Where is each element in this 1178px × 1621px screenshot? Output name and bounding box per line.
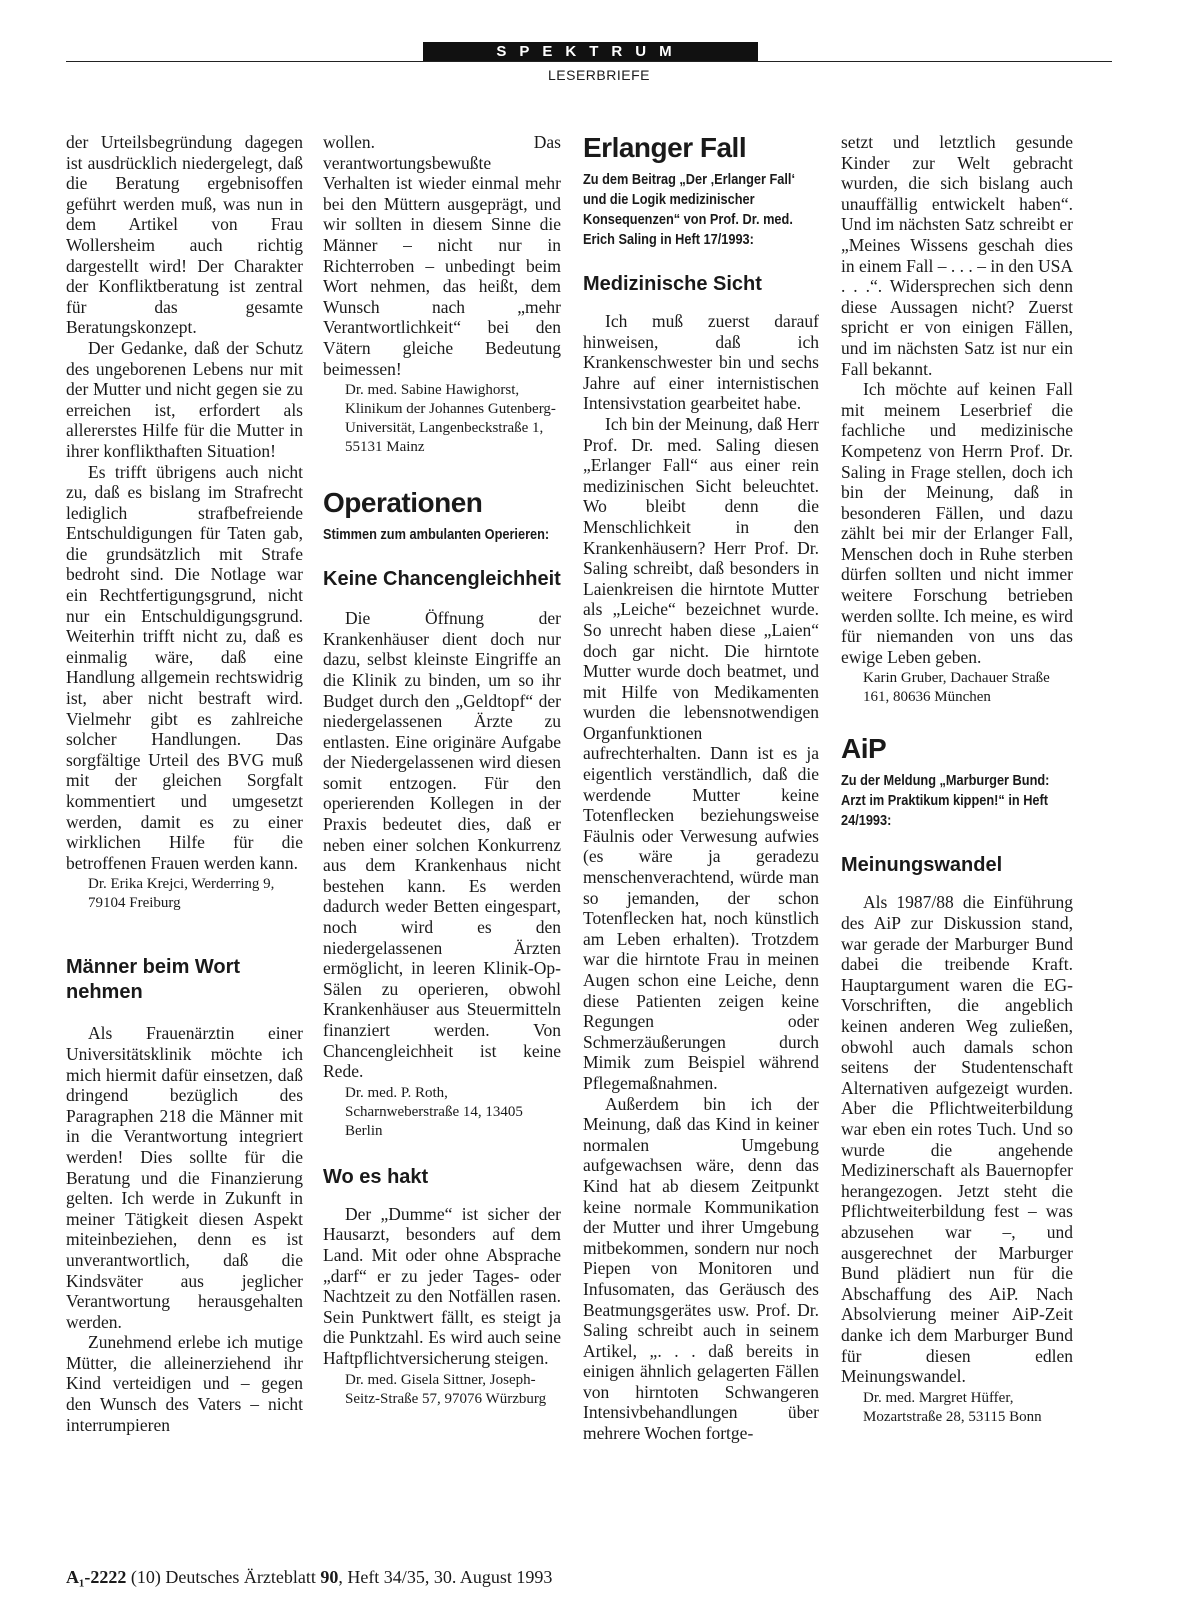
article-title: Erlanger Fall	[583, 132, 747, 163]
letter-signature: Dr. med. Gisela Sittner, Joseph-Seitz-Straße 57, 97076 Würzburg	[345, 1371, 547, 1407]
letter-heading: Keine Chancengleichheit	[323, 568, 561, 591]
page-number: A₁-2222	[66, 1567, 127, 1587]
article-title: AiP	[841, 733, 887, 765]
paragraph: Ich möchte auf keinen Fall mit meinem Leserbrief die fachliche und medizinische Kompetenz von Herrn Prof. Dr. Saling in Frage stellen, doch ich bin der Meinung, daß in besonderen Fällen, und dazu zählt bei mir der Erlanger Fall, Menschen doch in Ruhe sterben dürfen sollten und nicht immer weitere Forschung betrieben werden sollte. Ich meine, es wird für niemanden von uns das ewige Leben geben.	[841, 379, 1073, 667]
article-intro: Stimmen zum ambulanten Operieren:	[323, 527, 550, 544]
header-rule	[66, 61, 1112, 62]
paragraph: Außerdem bin ich der Meinung, daß das Kind in keiner normalen Umgebung aufgewachsen wäre, denn das Kind hat ab diesem Zeitpunkt keine normale Kommunikation der Mutter und ihrer Umgebung mitbekommen, sondern nur noch Piepen von Monitoren und Infusomaten, das Geräusch des Beatmungsgerätes usw. Prof. Dr. Saling schreibt auch in seinem Artikel, „. . . daß bereits in einigen ähnlich gelagerten Fällen von hirntoten Schwangeren Intensivbehandlungen über mehrere Wochen fortge-	[583, 1093, 819, 1444]
column-4	[841, 132, 1073, 1427]
article-intro: Zu der Meldung „Marburger Bund: Arzt im Praktikum kippen!“ in Heft 24/1993:	[841, 773, 1050, 830]
column-3	[583, 132, 819, 1444]
letter-heading: Wo es hakt	[323, 1165, 429, 1188]
section-bar: SPEKTRUM	[423, 42, 758, 61]
section-label: LESERBRIEFE	[548, 67, 650, 83]
journal-citation: (10) Deutsches Ärzteblatt	[126, 1567, 321, 1587]
paragraph: Die Öffnung der Krankenhäuser dient doch nur dazu, selbst kleinste Eingriffe an die Klinik zu binden, um so ihr Budget durch den „Geldtopf“ der niedergelassenen Ärzte zu entlasten. Eine originäre Aufgabe der Niedergelassenen wird diesen somit entzogen. Für den operierenden Kollegen in der Praxis bedeutet dies, daß er neben einer solchen Konkurrenz aus dem Krankenhaus nicht bestehen kann. Es werden dadurch weder Betten eingespart, noch wird es den niedergelassenen Ärzten ermöglicht, in leeren Klinik-Op-Sälen zu operieren, obwohl Krankenhäuser aus Steuermitteln finanziert werden. Von Chancengleichheit ist keine Rede.	[323, 608, 561, 1082]
paragraph: Zunehmend erlebe ich mutige Mütter, die alleinerziehend ihr Kind verteidigen und – gegen den Wunsch des Vaters – nicht interrumpieren	[66, 1332, 303, 1435]
article-intro: Zu dem Beitrag „Der ‚Erlanger Fall‘ und die Logik medizinischer Konsequenzen“ von Prof. Dr. med. Erich Saling in Heft 17/1993:	[583, 172, 796, 248]
letter-heading: Männer beim Wort nehmen	[66, 956, 241, 1004]
letter-signature: Dr. med. Margret Hüffer, Mozartstraße 28, 53115 Bonn	[863, 1389, 1042, 1425]
column-2	[323, 132, 561, 1409]
paragraph: Als 1987/88 die Einführung des AiP zur Diskussion stand, war gerade der Marburger Bund dabei die treibende Kraft. Hauptargument waren die EG-Vorschriften, die angeblich keinen anderen Weg zuließen, obwohl auch damals schon seitens der Studentenschaft Alternativen aufgezeigt wurden. Aber die Pflichtweiterbildung war eben ein rotes Tuch. Und so wurde die angehende Medizinerschaft als Bauernopfer herangezogen. Jetzt steht die Pflichtweiterbildung fest – was abzusehen war –, und ausgerechnet der Marburger Bund plädiert nun für die Abschaffung des AiP. Nach Absolvierung meiner AiP-Zeit danke ich dem Marburger Bund für diesen edlen Meinungswandel.	[841, 892, 1073, 1387]
paragraph: Der Gedanke, daß der Schutz des ungeborenen Lebens nur mit der Mutter und nicht gegen sie zu erreichen ist, erfordert als allererstes Hilfe für die Mutter in ihrer konflikthaften Situation!	[66, 337, 303, 461]
column-1	[66, 132, 303, 1435]
paragraph: Ich bin der Meinung, daß Herr Prof. Dr. med. Saling diesen „Erlanger Fall“ aus einer rein medizinischen Sicht beleuchtet. Wo bleibt denn die Menschlichkeit in den Krankenhäusern? Herr Prof. Dr. Saling schreibt, daß besonders in Laienkreisen die hirntote Mutter als „Leiche“ bezeichnet wurde. So unrecht haben diese „Laien“ doch gar nicht. Die hirntote Mutter wurde doch beatmet, und mit Hilfe von Medikamenten wurden die lebensnotwendigen Organfunktionen aufrechterhalten. Dann ist es ja eigentlich verständlich, daß die werdende Mutter keine Totenflecken beziehungsweise Fäulnis oder Verwesung aufwies (es wäre ja geradezu menschenverachtend, würde man so jemanden, der schon Totenflecken hat, noch künstlich am Leben erhalten). Trotzdem war die hirntote Frau in meinen Augen schon eine Leiche, denn diese Patienten zeigen keine Regungen oder Schmerzäußerungen durch Mimik zum Beispiel während Pflegemaßnahmen.	[583, 413, 819, 1093]
journal-volume: 90	[320, 1567, 339, 1587]
paragraph: Als Frauenärztin einer Universitätsklinik möchte ich mich hiermit dafür einsetzen, daß dringend bezüglich des Paragraphen 218 die Männer mit in die Verantwortung integriert werden! Dies sollte für die Beratung und die Finanzierung gelten. Ich werde in Zukunft in meiner Tätigkeit diesen Aspekt miteinbeziehen, denn es ist unverantwortlich, daß die Kindsväter aus jeglicher Verantwortung herausgehalten werden.	[66, 1023, 303, 1332]
letter-heading: Meinungswandel	[841, 854, 1003, 877]
paragraph: setzt und letztlich gesunde Kinder zur Welt gebracht wurden, die sich bislang auch unauffällig entwickelt haben“. Und im nächsten Satz schreibt er „Meines Wissens geschah dies in einem Fall – . . . – in den USA . . .“. Widersprechen sich denn diese Aussagen nicht? Zuerst spricht er von einigen Fällen, und im nächsten Satz ist nur ein Fall bekannt.	[841, 132, 1073, 379]
letter-signature: Dr. med. P. Roth, Scharnweberstraße 14, 13405 Berlin	[345, 1084, 523, 1139]
letter-signature: Dr. med. Sabine Hawighorst, Klinikum der Johannes Gutenberg-Universität, Langenbeckstraße 1, 55131 Mainz	[345, 382, 556, 456]
page-footer	[66, 1567, 552, 1588]
paragraph: der Urteilsbegründung dagegen ist ausdrücklich niedergelegt, daß die Beratung ergebnisoffen geführt werden muß, was nun in dem Artikel von Frau Wollersheim auch richtig dargestellt wird! Der Charakter der Konfliktberatung ist zentral für das gesamte Beratungskonzept.	[66, 132, 303, 338]
letter-signature: Dr. Erika Krejci, Werderring 9, 79104 Freiburg	[88, 876, 275, 912]
letter-heading: Medizinische Sicht	[583, 273, 762, 295]
article-title: Operationen	[323, 487, 483, 519]
paragraph: wollen. Das verantwortungsbewußte Verhalten ist wieder einmal mehr bei den Müttern ausgeprägt, und wir sollten in diesem Sinne die Männer – nicht nur in Richterroben – unbedingt beim Wort nehmen, das heißt, dem Wunsch nach „mehr Verantwortlichkeit“ bei den Vätern gleiche Bedeutung beimessen!	[323, 132, 561, 379]
paragraph: Der „Dumme“ ist sicher der Hausarzt, besonders auf dem Land. Mit oder ohne Absprache „darf“ er zu jeder Tages- oder Nachtzeit zu den Notfällen rasen. Sein Punktwert fällt, es steigt ja die Punktzahl. Es wird auch seine Haftpflichtversicherung steigen.	[323, 1203, 561, 1368]
issue-date: , Heft 34/35, 30. August 1993	[338, 1567, 553, 1587]
letter-signature: Karin Gruber, Dachauer Straße 161, 80636 München	[863, 670, 1050, 706]
paragraph: Es trifft übrigens auch nicht zu, daß es bislang im Strafrecht lediglich strafbefreiende Entschuldigungen für Taten gab, die grundsätzlich mit Strafe bedroht sind. Die Notlage war ein Rechtfertigungsgrund, nicht nur ein Entschuldigungsgrund. Weiterhin trifft nicht zu, daß es einmalig wäre, daß eine Handlung allgemein rechtswidrig ist, aber nicht bestraft wird. Vielmehr gibt es zahlreiche solcher Handlungen. Das sorgfältige Urteil des BVG muß mit der gleichen Sorgfalt kommentiert und umgesetzt werden, damit es zu einer wirklichen Hilfe für die betroffenen Frauen werden kann.	[66, 461, 303, 873]
paragraph: Ich muß zuerst darauf hinweisen, daß ich Krankenschwester bin und sechs Jahre auf einer internistischen Intensivstation gearbeitet habe.	[583, 311, 819, 414]
